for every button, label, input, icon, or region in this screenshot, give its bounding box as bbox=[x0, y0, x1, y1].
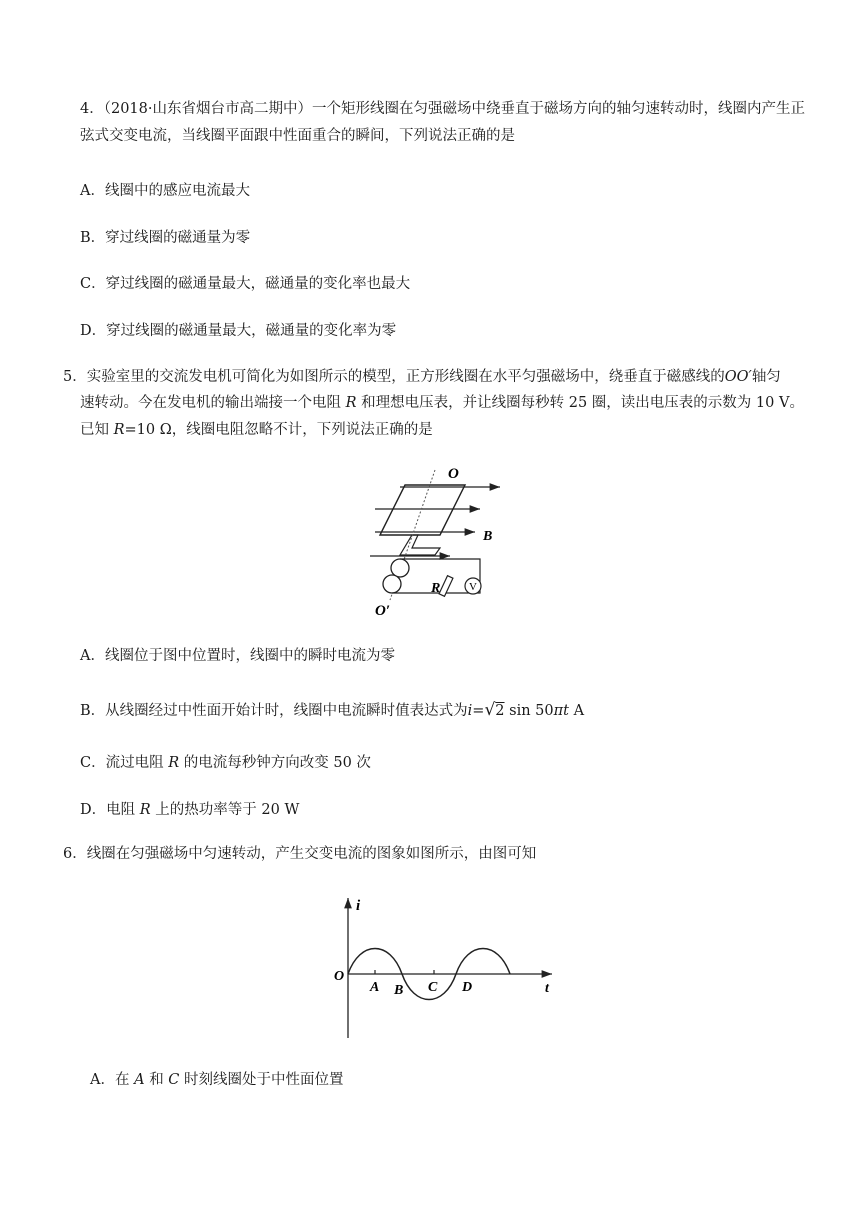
q6-stem: 6．线圈在匀强磁场中匀速转动，产生交变电流的图象如图所示，由图可知 bbox=[63, 846, 537, 862]
current-graph bbox=[330, 890, 565, 1045]
label-b: B bbox=[394, 983, 404, 998]
q5-stem-line1: 5．实验室里的交流发电机可简化为如图所示的模型，正方形线圈在水平匀强磁场中，绕垂直于磁感线的OO′轴匀 bbox=[63, 369, 781, 385]
q4-option-c: C．穿过线圈的磁通量最大，磁通量的变化率也最大 bbox=[80, 276, 411, 292]
q4-option-a: A．线圈中的感应电流最大 bbox=[80, 183, 250, 199]
q4-stem-line1: 4．（2018·山东省烟台市高二期中）一个矩形线圈在匀强磁场中绕垂直于磁场方向的轴匀速转动时，线圈内产生正 bbox=[80, 101, 805, 117]
label-origin: O bbox=[334, 969, 345, 984]
label-t: t bbox=[545, 981, 549, 996]
label-a: A bbox=[370, 980, 380, 995]
q5-stem-line3: 已知 R=10 Ω，线圈电阻忽略不计，下列说法正确的是 bbox=[80, 422, 433, 438]
q5-option-b: B．从线圈经过中性面开始计时，线圈中电流瞬时值表达式为i=√2 sin 50πt A bbox=[80, 700, 585, 720]
label-i: i bbox=[356, 898, 361, 914]
label-b: B bbox=[483, 529, 493, 544]
label-o-prime: O′ bbox=[375, 603, 391, 619]
q5-option-c: C．流过电阻 R 的电流每秒钟方向改变 50 次 bbox=[80, 755, 371, 771]
q5-stem-line2: 速转动。今在发电机的输出端接一个电阻 R 和理想电压表，并让线圈每秒转 25 圈，读出电压表的示数为 10 V。 bbox=[80, 395, 804, 411]
slip-ring bbox=[391, 559, 409, 577]
label-r: R bbox=[431, 581, 441, 596]
q5-option-a: A．线圈位于图中位置时，线圈中的瞬时电流为零 bbox=[80, 648, 395, 664]
q4-option-d: D．穿过线圈的磁通量最大，磁通量的变化率为零 bbox=[80, 323, 397, 339]
q5-option-d: D．电阻 R 上的热功率等于 20 W bbox=[80, 802, 300, 818]
label-d: D bbox=[462, 980, 473, 995]
q6-option-a: A．在 A 和 C 时刻线圈处于中性面位置 bbox=[90, 1072, 344, 1088]
label-o: O bbox=[448, 466, 459, 482]
coil bbox=[380, 485, 465, 535]
slip-ring bbox=[383, 575, 401, 593]
q4-stem-line2: 弦式交变电流，当线圈平面跟中性面重合的瞬间，下列说法正确的是 bbox=[80, 128, 515, 144]
label-c: C bbox=[428, 980, 438, 995]
generator-figure bbox=[340, 460, 520, 620]
sqrt-sign: √ bbox=[484, 700, 496, 720]
q4-option-b: B．穿过线圈的磁通量为零 bbox=[80, 230, 251, 246]
voltmeter-label: V bbox=[469, 581, 477, 593]
